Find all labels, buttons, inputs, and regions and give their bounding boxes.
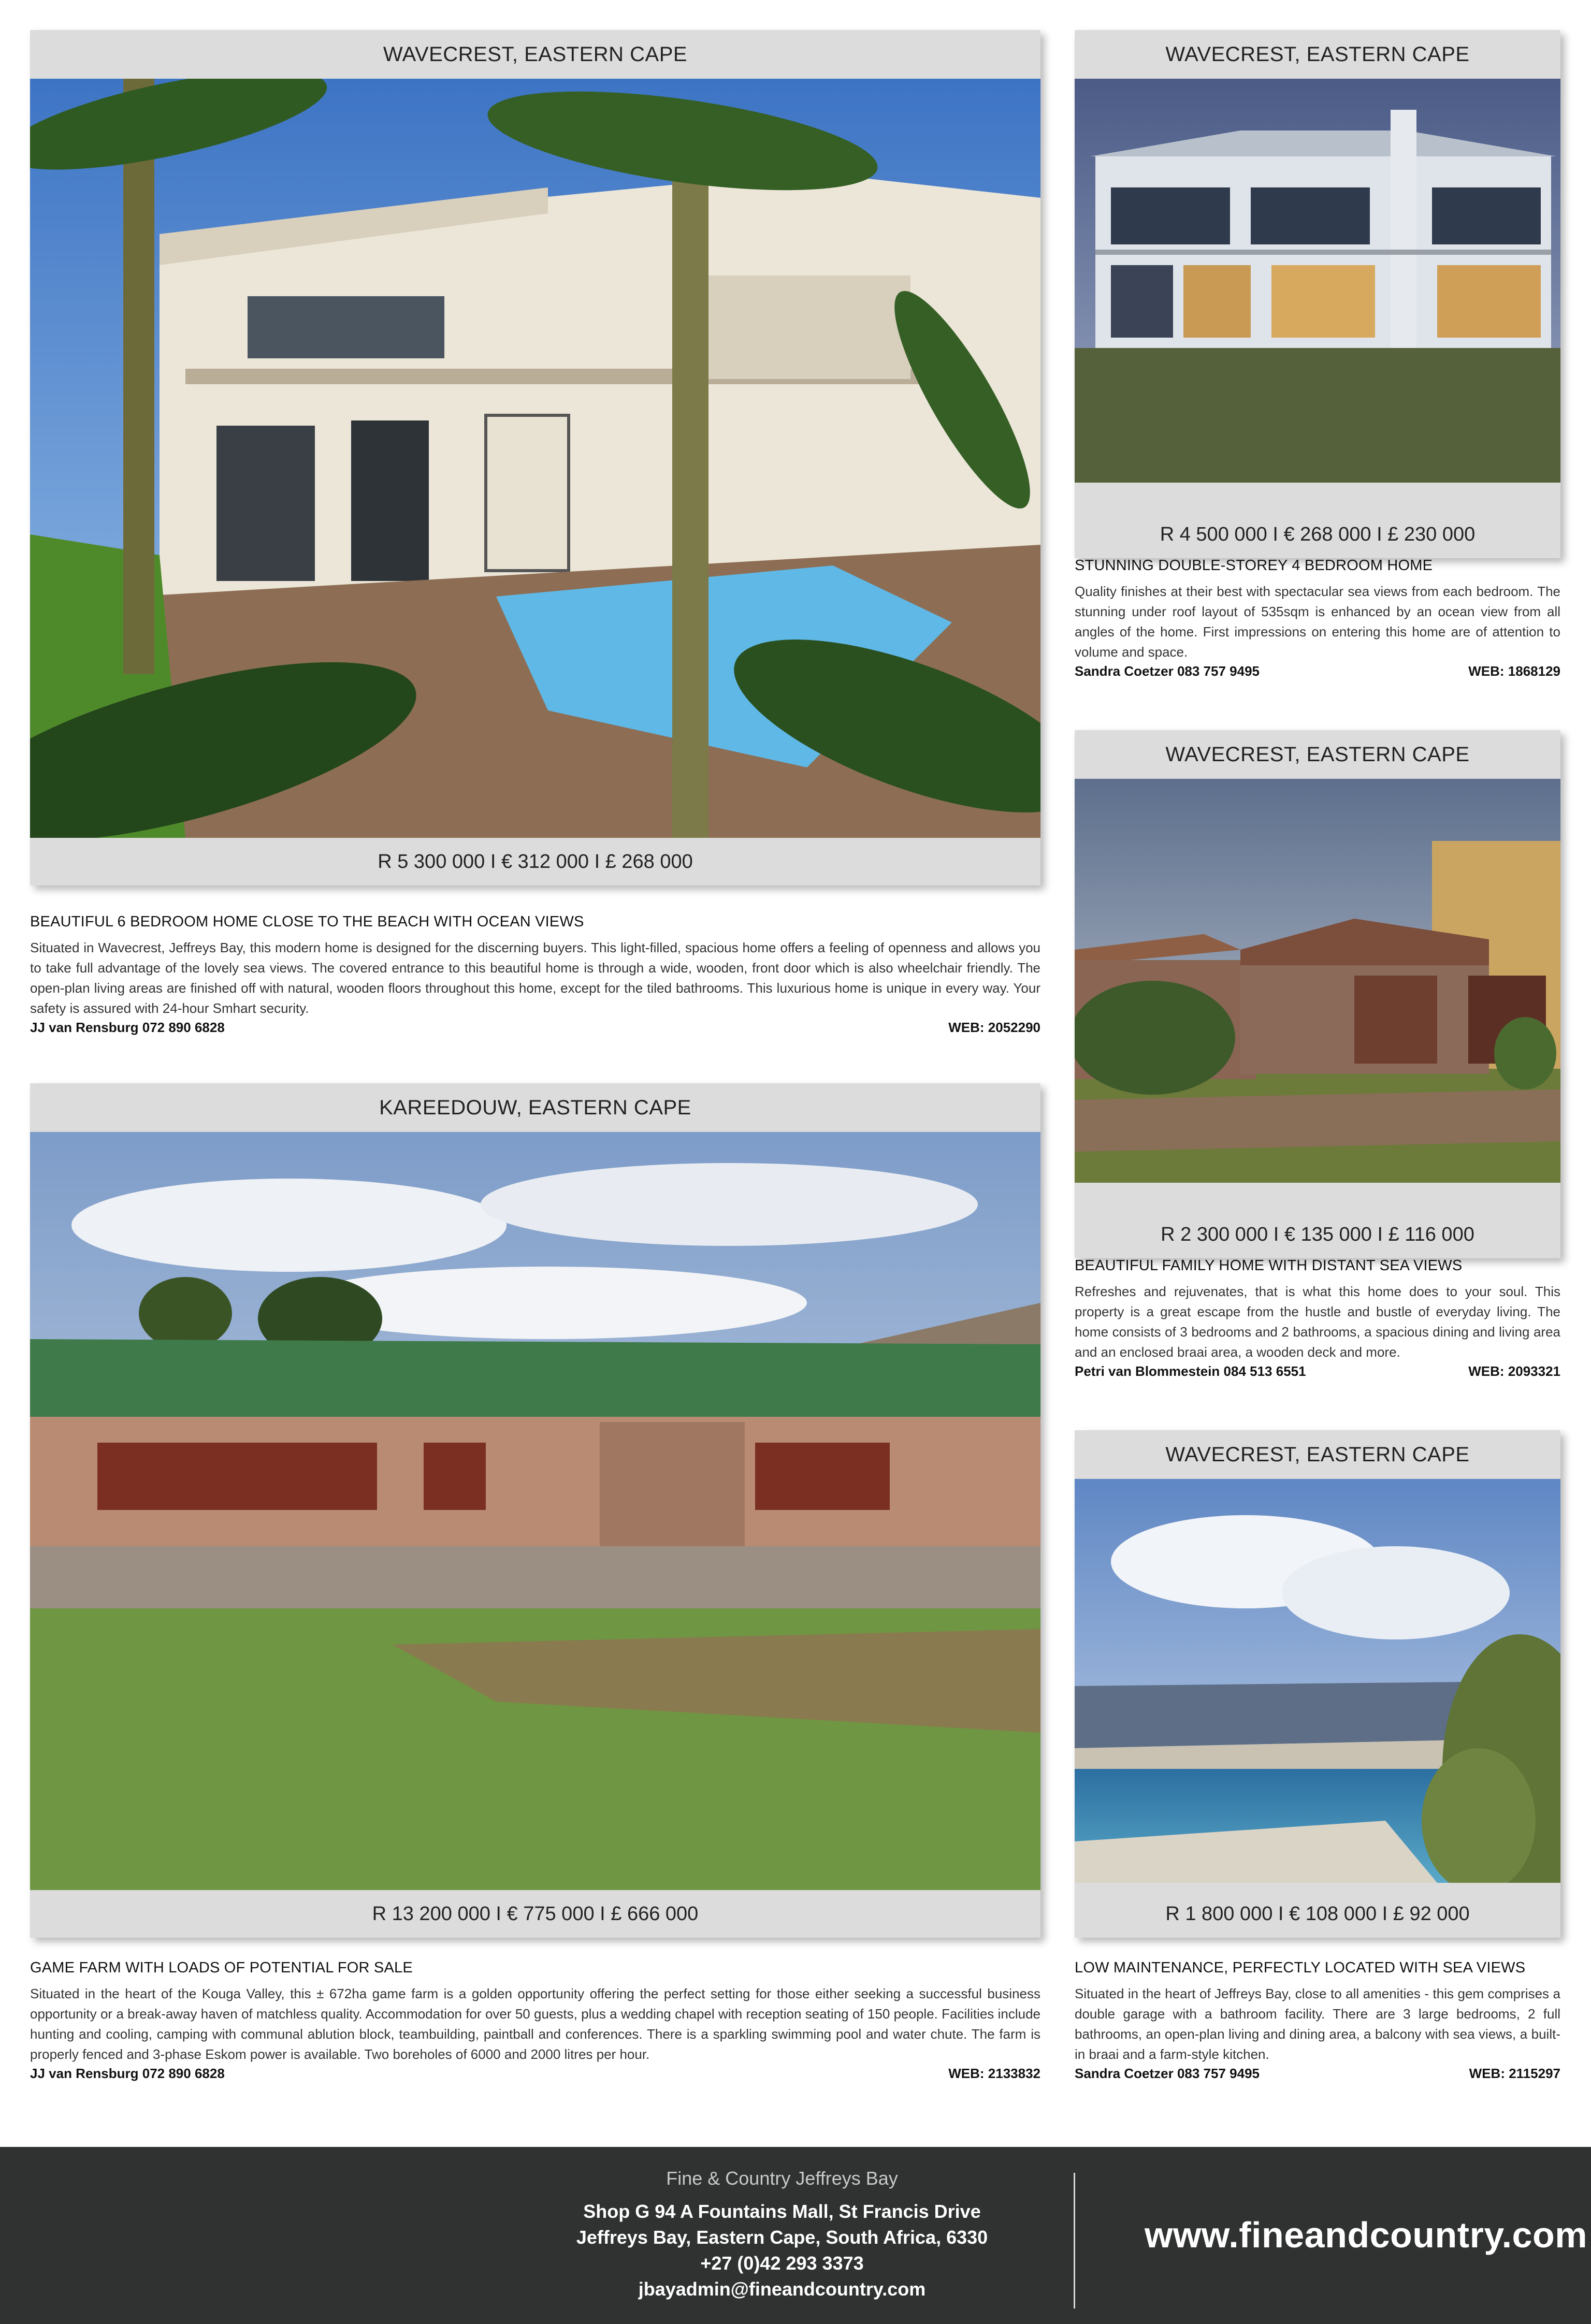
listing-price: R 5 300 000 I € 312 000 I £ 268 000 <box>378 850 693 873</box>
listing-title: BEAUTIFUL FAMILY HOME WITH DISTANT SEA VIEWS <box>1075 1257 1463 1274</box>
listing-details-2 <box>1075 557 1560 679</box>
listing-price: R 4 500 000 I € 268 000 I £ 230 000 <box>1160 523 1476 545</box>
footer <box>0 2147 1591 2324</box>
agent-contact: JJ van Rensburg 072 890 6828 <box>30 2066 225 2081</box>
listing-description: Refreshes and rejuvenates, that is what this home does to your soul. This property is a great escape from the hustle and bustle of everyday living. The home consists of 3 bedrooms and 2 bathrooms, a spacious dining and living area and an enclosed braai area, a wooden deck and more. <box>1075 1284 1560 1360</box>
listing-title: LOW MAINTENANCE, PERFECTLY LOCATED WITH SEA VIEWS <box>1075 1959 1526 1976</box>
website-link[interactable]: www.fineandcountry.com <box>1145 2215 1587 2255</box>
agent-contact: Petri van Blommestein 084 513 6551 <box>1075 1363 1306 1379</box>
agent-contact: JJ van Rensburg 072 890 6828 <box>30 1020 225 1035</box>
listing-location: WAVECREST, EASTERN CAPE <box>383 42 688 66</box>
listing-card-4[interactable] <box>30 1083 1040 1938</box>
listing-location: KAREEDOUW, EASTERN CAPE <box>379 1096 691 1119</box>
office-address-block <box>497 2168 1067 2302</box>
office-brand: Fine & Country Jeffreys Bay <box>666 2168 898 2189</box>
office-email[interactable]: jbayadmin@fineandcountry.com <box>638 2278 926 2300</box>
agent-contact: Sandra Coetzer 083 757 9495 <box>1075 663 1260 679</box>
listing-description: Situated in the heart of Jeffreys Bay, close to all amenities - this gem comprises a double garage with a bathroom facility. There are 3 large bedrooms, 2 full bathrooms, an open-plan living and dining area, a balcony with sea views, a built-in braai and a farm-style kitchen. <box>1075 1986 1560 2062</box>
listing-card-1[interactable] <box>30 30 1040 885</box>
listing-contact <box>1075 2066 1560 2082</box>
listing-details-1 <box>30 913 1040 1036</box>
listing-location: WAVECREST, EASTERN CAPE <box>1165 1443 1470 1466</box>
listing-contact <box>1075 663 1560 679</box>
listing-details-3 <box>1075 1257 1560 1379</box>
web-reference: WEB: 2093321 <box>1468 1363 1560 1379</box>
listing-title: GAME FARM WITH LOADS OF POTENTIAL FOR SALE <box>30 1959 413 1976</box>
listing-price: R 1 800 000 I € 108 000 I £ 92 000 <box>1165 1902 1470 1925</box>
footer-divider <box>1074 2173 1075 2308</box>
listing-contact <box>1075 1363 1560 1379</box>
listing-price: R 2 300 000 I € 135 000 I £ 116 000 <box>1161 1223 1474 1245</box>
web-reference: WEB: 2052290 <box>948 1020 1040 1035</box>
listing-card-5[interactable] <box>1075 1430 1560 1938</box>
web-reference: WEB: 2115297 <box>1469 2066 1560 2081</box>
web-reference: WEB: 2133832 <box>948 2066 1040 2081</box>
listing-details-5 <box>1075 1959 1560 2082</box>
listing-title: STUNNING DOUBLE-STOREY 4 BEDROOM HOME <box>1075 557 1433 574</box>
listing-title: BEAUTIFUL 6 BEDROOM HOME CLOSE TO THE BEACH WITH OCEAN VIEWS <box>30 913 584 930</box>
listing-location: WAVECREST, EASTERN CAPE <box>1165 743 1470 766</box>
address-line-2: Jeffreys Bay, Eastern Cape, South Africa, 6330 <box>576 2227 988 2248</box>
listing-description: Situated in Wavecrest, Jeffreys Bay, this modern home is designed for the discerning buyers. This light-filled, spacious home offers a feeling of openness and allows you to take full advantage of the lovely sea views. The covered entrance to this beautiful home is through a wide, wooden, front door which is also wheelchair friendly. The open-plan living areas are finished off with natural, wooden floors throughout this home, except for the tiled bathrooms. This luxurious home is unique in every way. Your safety is assured with 24-hour Smhart security. <box>30 940 1040 1016</box>
listing-description: Quality finishes at their best with spectacular sea views from each bedroom. The stunning under roof layout of 535sqm is enhanced by an ocean view from all angles of the home. First impressions on entering this home are of attention to volume and space. <box>1075 584 1560 660</box>
listing-contact <box>30 2066 1040 2082</box>
listing-description: Situated in the heart of the Kouga Valley, this ± 672ha game farm is a golden opportunity offering the perfect setting for those either seeking a successful business opportunity or a break-away haven of matchless quality. Accommodation for over 50 guests, plus a wedding chapel with reception seating of 150 people. Facilities include hunting and cooling, camping with communal ablution block, teambuilding, paintball and conferences. There is a sparkling swimming pool and water chute. The farm is properly fenced and 3-phase Eskom power is available. Two boreholes of 6000 and 2000 litres per hour. <box>30 1986 1040 2062</box>
address-line-1: Shop G 94 A Fountains Mall, St Francis Drive <box>583 2201 981 2222</box>
property-photo <box>30 79 1040 838</box>
listing-price: R 13 200 000 I € 775 000 I £ 666 000 <box>372 1902 699 1925</box>
agent-contact: Sandra Coetzer 083 757 9495 <box>1075 2066 1260 2081</box>
listing-details-4 <box>30 1959 1040 2082</box>
property-photo <box>1075 779 1560 1183</box>
office-phone[interactable]: +27 (0)42 293 3373 <box>700 2253 864 2274</box>
property-photo <box>1075 79 1560 483</box>
listing-card-3[interactable] <box>1075 730 1560 1258</box>
property-photo <box>1075 1479 1560 1883</box>
web-reference: WEB: 1868129 <box>1468 663 1560 679</box>
listing-location: WAVECREST, EASTERN CAPE <box>1165 42 1470 66</box>
listing-card-2[interactable] <box>1075 30 1560 558</box>
listing-contact <box>30 1020 1040 1036</box>
property-photo <box>30 1132 1040 1890</box>
